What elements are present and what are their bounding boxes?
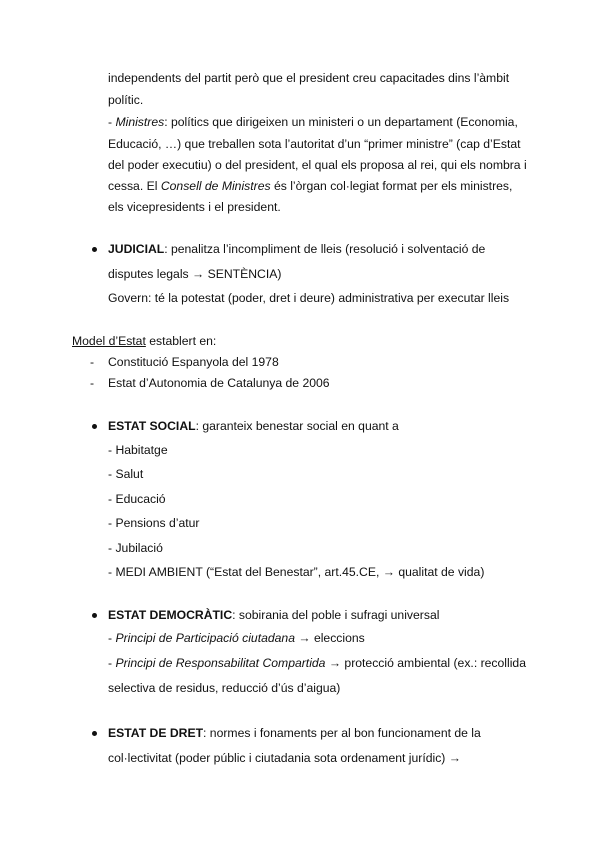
model-item-dash: - — [90, 355, 95, 369]
responsabilitat-line — [108, 655, 526, 671]
ministres-line — [108, 114, 518, 130]
social-item: - Habitatge — [108, 443, 168, 457]
judicial-rest: : penalitza l’incompliment de lleis (resolució i solventació de — [164, 242, 486, 256]
democratic-title: ESTAT DEMOCRÀTIC — [108, 608, 233, 622]
bullet-icon — [92, 424, 97, 429]
social-item: - MEDI AMBIENT (“Estat del Benestar”, art.45.CE, → qualitat de vida) — [108, 565, 485, 579]
consell-rest: és l’òrgan col·legiat format per els ministres, — [270, 179, 513, 193]
ministres-term: Ministres — [115, 115, 165, 129]
model-heading-rest: establert en: — [145, 334, 217, 348]
participacio-rest: → eleccions — [294, 631, 365, 645]
democratic-line — [108, 607, 439, 623]
participacio-term: Principi de Participació ciutadana — [115, 631, 295, 645]
consell-term: Consell de Ministres — [160, 179, 271, 193]
responsabilitat-line-2: selectiva de residus, reducció d’ús d’aigua) — [108, 681, 341, 695]
social-rest: : garanteix benestar social en quant a — [195, 419, 399, 433]
intro-line-4: Educació, …) que treballen sota l’autoritat d’un “primer ministre” (cap d’Estat — [108, 137, 521, 151]
participacio-prefix: - — [108, 631, 116, 645]
responsabilitat-prefix: - — [108, 656, 116, 670]
model-item: Estat d’Autonomia de Catalunya de 2006 — [108, 376, 330, 390]
judicial-line — [108, 241, 485, 257]
responsabilitat-term: Principi de Responsabilitat Compartida — [115, 656, 326, 670]
ministres-prefix: - — [108, 115, 116, 129]
social-item: - Jubilació — [108, 541, 163, 555]
model-heading-line — [72, 333, 216, 349]
judicial-line-2: disputes legals → SENTÈNCIA) — [108, 267, 282, 281]
social-title: ESTAT SOCIAL — [108, 419, 196, 433]
model-item-dash: - — [90, 376, 95, 390]
social-item: - Pensions d’atur — [108, 516, 200, 530]
dret-line-2: col·lectivitat (poder públic i ciutadania sota ordenament jurídic) → — [108, 751, 461, 765]
consell-prefix: cessa. El — [108, 179, 161, 193]
bullet-icon — [92, 247, 97, 252]
bullet-icon — [92, 731, 97, 736]
consell-line — [108, 178, 512, 194]
responsabilitat-rest: → protecció ambiental (ex.: recollida — [325, 656, 526, 670]
judicial-title: JUDICIAL — [108, 242, 165, 256]
dret-rest: : normes i fonaments per al bon funcionament de la — [203, 726, 481, 740]
social-item: - Educació — [108, 492, 166, 506]
intro-line-7: els vicepresidents i el president. — [108, 200, 281, 214]
dret-line — [108, 725, 481, 741]
ministres-rest: : polítics que dirigeixen un ministeri o un departament (Economia, — [164, 115, 518, 129]
intro-line-5: del poder executiu) o del president, el qual els proposa al rei, qui els nombra i — [108, 158, 527, 172]
bullet-icon — [92, 613, 97, 618]
model-item: Constitució Espanyola del 1978 — [108, 355, 279, 369]
democratic-rest: : sobirania del poble i sufragi universal — [232, 608, 440, 622]
model-heading: Model d’Estat — [72, 334, 146, 348]
intro-line-1: independents del partit però que el president creu capacitades dins l’àmbit — [108, 71, 510, 85]
intro-line-2: polític. — [108, 93, 144, 107]
social-item: - Salut — [108, 467, 144, 481]
judicial-line-3: Govern: té la potestat (poder, dret i deure) administrativa per executar lleis — [108, 291, 510, 305]
participacio-line — [108, 630, 365, 646]
dret-title: ESTAT DE DRET — [108, 726, 204, 740]
social-line — [108, 418, 399, 434]
